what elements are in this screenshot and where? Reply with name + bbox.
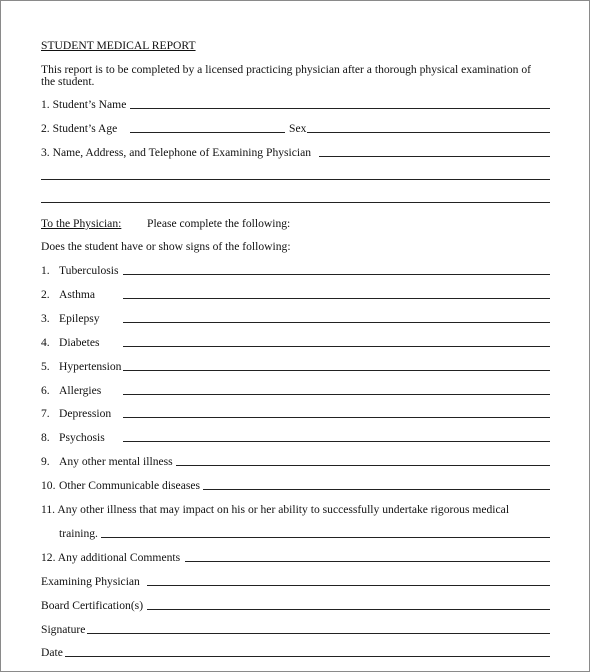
condition-field-hypertension[interactable] [123, 370, 550, 371]
item-11-label: 11. Any other illness that may impact on his or her ability to successfully undertake rigorous medical [41, 503, 510, 516]
examining-physician-label: Examining Physician [41, 575, 140, 588]
item-12-label: 12. Any additional Comments [41, 551, 181, 564]
condition-field-depression[interactable] [123, 417, 550, 418]
condition-field-mental-illness[interactable] [176, 465, 550, 466]
condition-num: 4. [41, 336, 50, 349]
condition-field-tuberculosis[interactable] [123, 274, 550, 275]
intro-line-1: This report is to be completed by a licensed practicing physician after a thorough physical examination of [41, 63, 532, 76]
form-title: STUDENT MEDICAL REPORT [41, 39, 196, 52]
physician-info-label: 3. Name, Address, and Telephone of Examining Physician [41, 146, 312, 159]
examining-physician-field[interactable] [147, 585, 550, 586]
condition-num: 7. [41, 407, 50, 420]
to-physician-instruction: Please complete the following: [147, 217, 291, 230]
condition-num: 6. [41, 384, 50, 397]
student-name-label: 1. Student’s Name [41, 98, 127, 111]
condition-field-asthma[interactable] [123, 298, 550, 299]
condition-label-epilepsy: Epilepsy [59, 312, 100, 325]
condition-field-epilepsy[interactable] [123, 322, 550, 323]
condition-field-allergies[interactable] [123, 394, 550, 395]
item-11-field[interactable] [101, 537, 550, 538]
condition-num: 10. [41, 479, 56, 492]
to-physician-heading: To the Physician: [41, 217, 122, 230]
condition-label-psychosis: Psychosis [59, 431, 105, 444]
signature-field[interactable] [87, 633, 550, 634]
physician-info-field-2[interactable] [41, 179, 550, 180]
student-age-field[interactable] [130, 132, 285, 133]
condition-label-depression: Depression [59, 407, 112, 420]
condition-label-diabetes: Diabetes [59, 336, 100, 349]
condition-num: 8. [41, 431, 50, 444]
student-sex-field[interactable] [307, 132, 550, 133]
board-certification-label: Board Certification(s) [41, 599, 144, 612]
condition-num: 5. [41, 360, 50, 373]
board-certification-field[interactable] [147, 609, 550, 610]
student-name-field[interactable] [130, 108, 550, 109]
item-11-label-cont: training. [59, 527, 98, 540]
physician-info-field-3[interactable] [41, 202, 550, 203]
signature-label: Signature [41, 623, 86, 636]
condition-field-communicable[interactable] [203, 489, 550, 490]
intro-line-2: the student. [41, 75, 95, 88]
condition-label-allergies: Allergies [59, 384, 102, 397]
condition-label-communicable: Other Communicable diseases [59, 479, 201, 492]
condition-label-hypertension: Hypertension [59, 360, 122, 373]
condition-num: 3. [41, 312, 50, 325]
physician-info-field[interactable] [319, 156, 550, 157]
condition-num: 1. [41, 264, 50, 277]
item-12-field[interactable] [185, 561, 550, 562]
condition-num: 2. [41, 288, 50, 301]
date-field[interactable] [65, 656, 550, 657]
student-sex-label: Sex [289, 122, 307, 135]
signs-question: Does the student have or show signs of the following: [41, 240, 291, 253]
condition-label-asthma: Asthma [59, 288, 96, 301]
condition-field-diabetes[interactable] [123, 346, 550, 347]
condition-num: 9. [41, 455, 50, 468]
condition-label-mental-illness: Any other mental illness [59, 455, 173, 468]
date-label: Date [41, 646, 63, 659]
condition-field-psychosis[interactable] [123, 441, 550, 442]
condition-label-tuberculosis: Tuberculosis [59, 264, 119, 277]
student-age-label: 2. Student’s Age [41, 122, 118, 135]
